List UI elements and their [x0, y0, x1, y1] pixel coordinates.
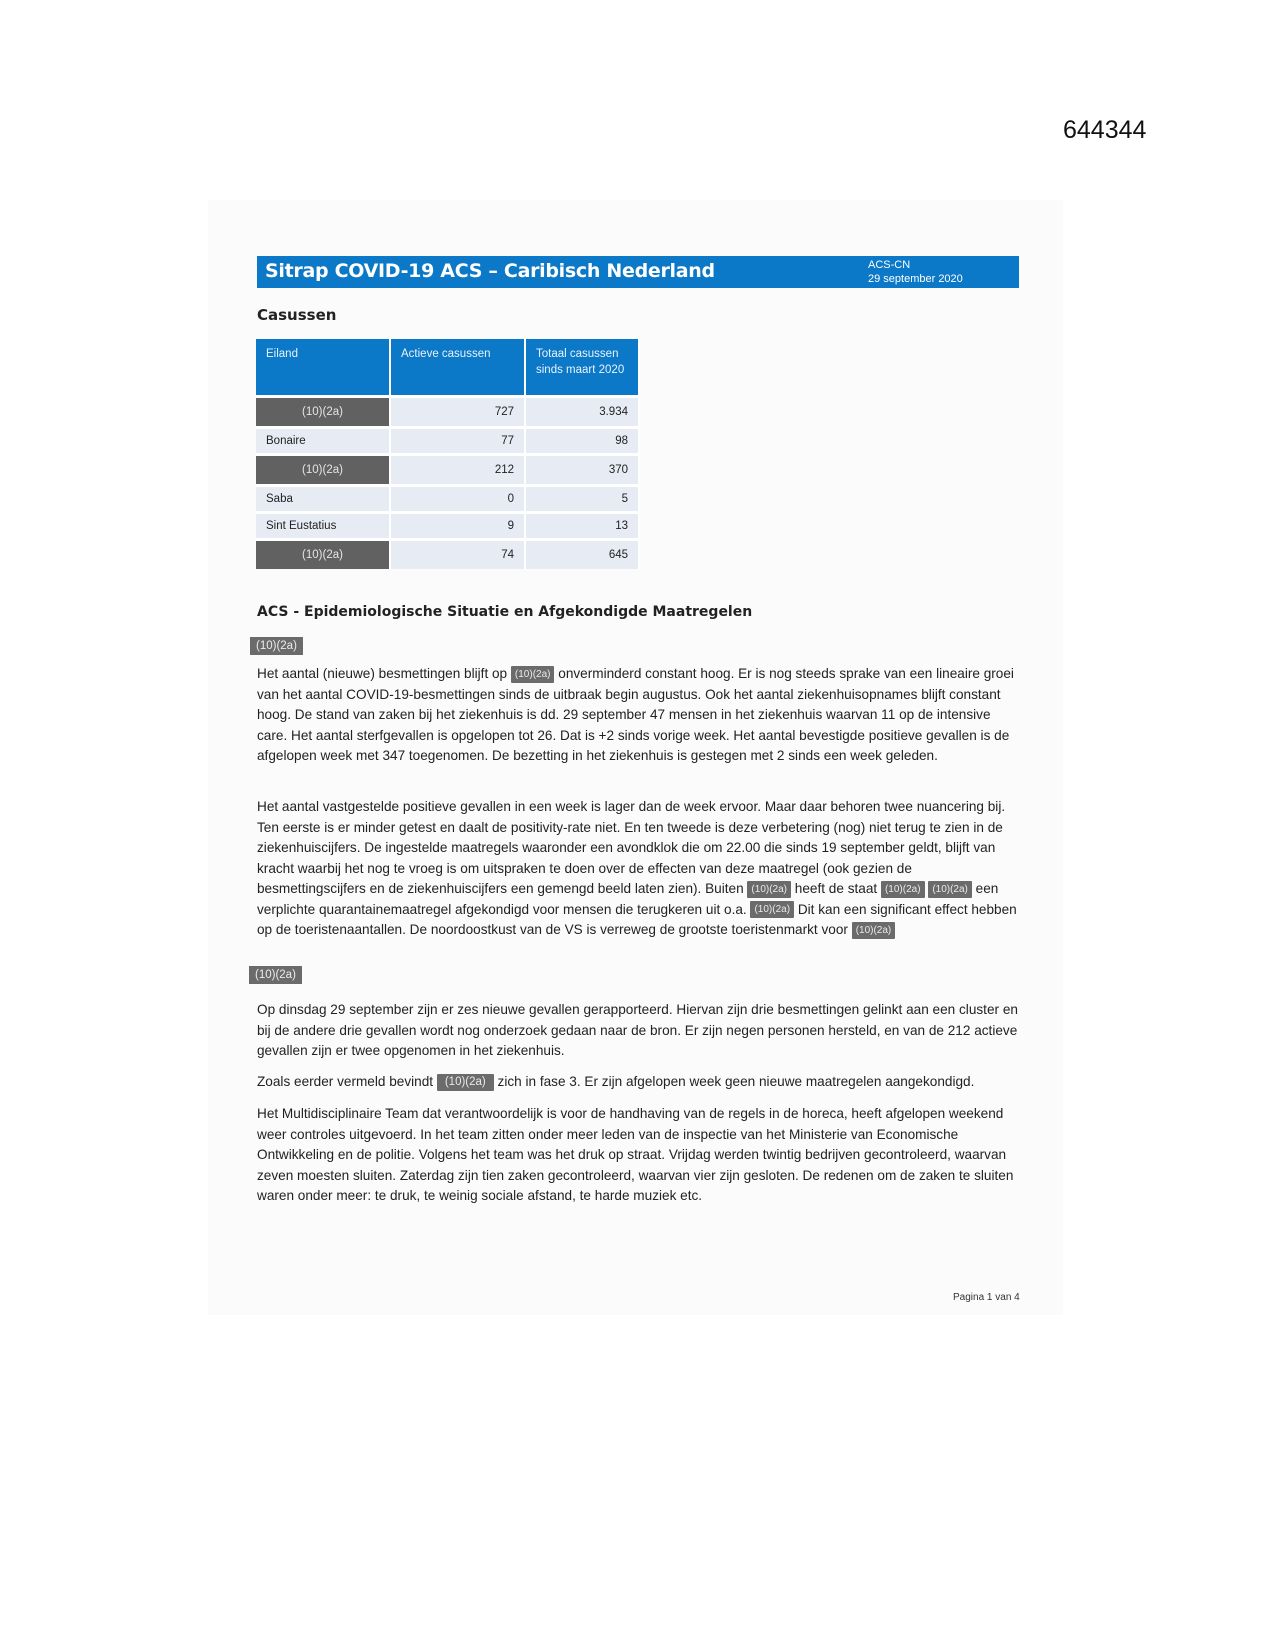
redaction-inline: (10)(2a) [511, 666, 555, 683]
paragraph-text: Het aantal vastgestelde positieve gevallen in een week is lager dan de week ervoor. Maar daar behoren twee nuancering bij. Ten eerste is er minder getest en daalt de positivity-rate niet. En ten tweede is deze verbetering (nog) niet terug te zien in de ziekenhuiscijfers. De ingestelde maatregels waaronder een avondklok die om 22.00 die sinds 19 september geldt, blijft van kracht waarbij het nog te vroeg is om uitspraken te doen over de effecten van deze maatregel (ook gezien de besmettingscijfers en de ziekenhuiscijfers een gemengd beeld laten zien). Buiten [257, 799, 1006, 896]
redaction-block: (10)(2a) [250, 637, 303, 655]
paragraph-text: heeft de staat [794, 881, 878, 896]
total-cell: 370 [525, 455, 639, 486]
total-cell: 645 [525, 540, 639, 570]
active-cell: 727 [390, 397, 525, 428]
section-title: ACS - Epidemiologische Situatie en Afgekondigde Maatregelen [257, 604, 753, 620]
total-cell: 3.934 [525, 397, 639, 428]
table-header-row [256, 339, 639, 397]
document-number: 644344 [1063, 116, 1147, 144]
table-row [256, 486, 639, 513]
table-row [256, 397, 639, 428]
paragraph-text: Zoals eerder vermeld bevindt [257, 1074, 434, 1089]
header-date: 29 september 2020 [868, 273, 963, 285]
redaction-inline: (10)(2a) [437, 1074, 494, 1091]
active-cell: 212 [390, 455, 525, 486]
table-row [256, 428, 639, 455]
paragraph-3: Op dinsdag 29 september zijn er zes nieuwe gevallen gerapporteerd. Hiervan zijn drie besmettingen gelinkt aan een cluster en bij de andere drie gevallen wordt nog onderzoek gedaan naar de bron. Er zijn negen personen hersteld, en van de 212 actieve gevallen zijn er twee opgenomen in het ziekenhuis. [257, 1002, 1018, 1058]
redaction-inline: (10)(2a) [852, 922, 896, 939]
header-total: Totaal casussen sinds maart 2020 [525, 339, 639, 397]
total-cell: 98 [525, 428, 639, 455]
header-banner [257, 256, 1019, 288]
table-row [256, 513, 639, 540]
island-cell-redacted: (10)(2a) [256, 397, 390, 428]
table-row [256, 455, 639, 486]
redaction-inline: (10)(2a) [747, 881, 791, 898]
redaction-inline: (10)(2a) [928, 881, 972, 898]
header-island: Eiland [256, 339, 390, 397]
paragraph-5: Het Multidisciplinaire Team dat verantwoordelijk is voor de handhaving van de regels in de horeca, heeft afgelopen weekend weer controles uitgevoerd. In het team zitten onder meer leden van de inspectie van het Ministerie van Economische Ontwikkeling en de politie. Volgens het team was het druk op straat. Vrijdag werden twintig bedrijven gecontroleerd, waarvan zeven moesten sluiten. Zaterdag zijn tien zaken gecontroleerd, waarvan vier zijn gesloten. De redenen om de zaken te sluiten waren onder meer: te druk, te weinig sociale afstand, te harde muziek etc. [257, 1106, 1014, 1203]
total-cell: 5 [525, 486, 639, 513]
cases-heading: Casussen [257, 306, 337, 324]
redaction-inline: (10)(2a) [750, 901, 794, 918]
paragraph-1 [257, 664, 1019, 767]
cases-table [256, 339, 640, 569]
active-cell: 77 [390, 428, 525, 455]
header-active: Actieve casussen [390, 339, 525, 397]
island-cell: Sint Eustatius [256, 513, 390, 540]
island-cell-redacted: (10)(2a) [256, 540, 390, 570]
paragraph-4 [257, 1072, 1019, 1093]
island-cell-redacted: (10)(2a) [256, 455, 390, 486]
active-cell: 74 [390, 540, 525, 570]
paragraph-text: een verplichte quarantainemaatregel afgekondigd voor mensen die terugkeren uit o.a. [257, 881, 999, 917]
island-cell: Saba [256, 486, 390, 513]
paragraph-text: Het aantal (nieuwe) besmettingen blijft op [257, 666, 508, 681]
paragraph-2 [257, 797, 1019, 941]
total-cell: 13 [525, 513, 639, 540]
active-cell: 0 [390, 486, 525, 513]
active-cell: 9 [390, 513, 525, 540]
paragraph-text: zich in fase 3. Er zijn afgelopen week geen nieuwe maatregelen aangekondigd. [497, 1074, 975, 1089]
island-cell: Bonaire [256, 428, 390, 455]
header-meta [868, 258, 963, 286]
redaction-block: (10)(2a) [249, 966, 302, 984]
document-title: Sitrap COVID-19 ACS – Caribisch Nederland [265, 260, 715, 282]
paragraph-text: onverminderd constant hoog. Er is nog steeds sprake van een lineaire groei van het aantal COVID-19-besmettingen sinds de uitbraak begin augustus. Ook het aantal ziekenhuisopnames blijft constant hoog. De stand van zaken bij het ziekenhuis is dd. 29 september 47 mensen in het ziekenhuis waarvan 11 op de intensive care. Het aantal sterfgevallen is opgelopen tot 26. Dat is +2 sinds vorige week. Het aantal bevestigde positieve gevallen is de afgelopen week met 347 toegenomen. De bezetting in het ziekenhuis is gestegen met 2 sinds een week geleden. [257, 666, 1014, 763]
table-row [256, 540, 639, 570]
page-footer: Pagina 1 van 4 [953, 1292, 1020, 1303]
header-org: ACS-CN [868, 259, 911, 271]
redaction-inline: (10)(2a) [881, 881, 925, 898]
paragraph-text: Dit kan een significant effect hebben op de toeristenaantallen. De noordoostkust van de VS is verreweg de grootste toeristenmarkt voor [257, 901, 1017, 937]
